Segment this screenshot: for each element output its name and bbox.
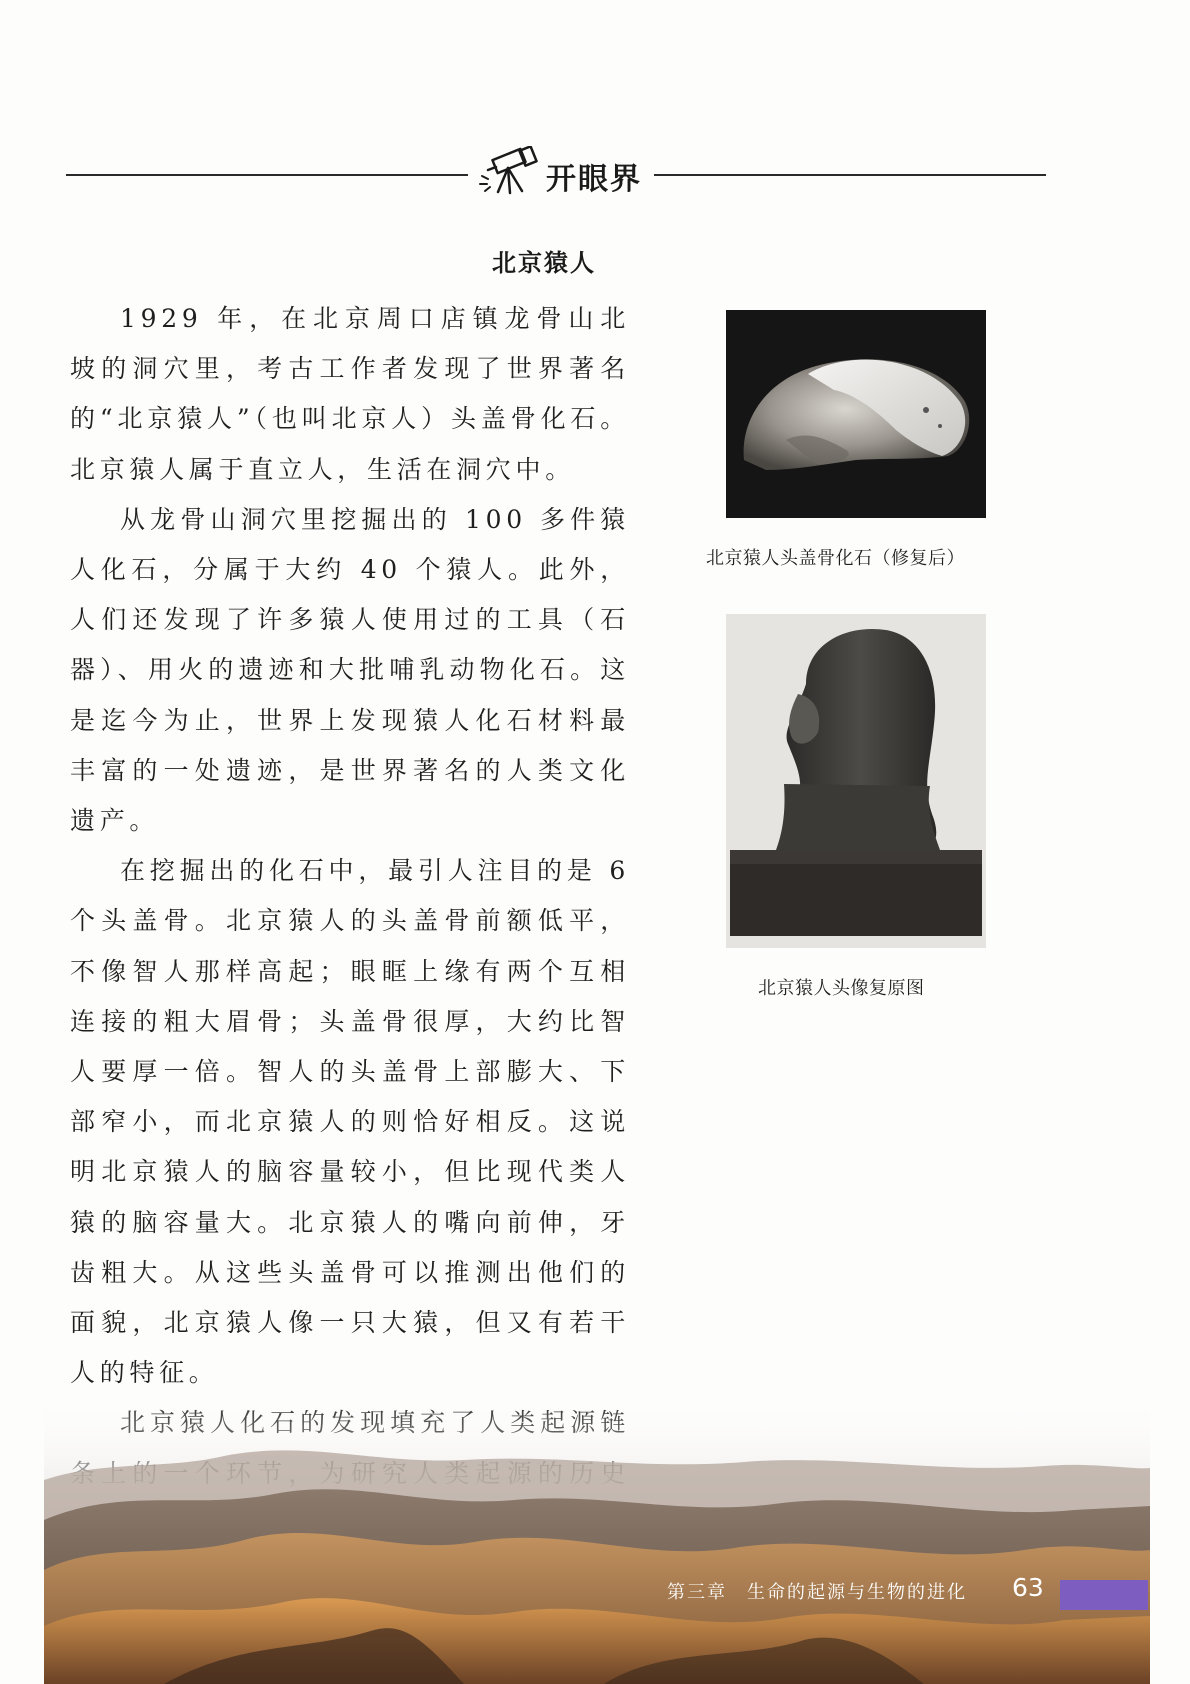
page-tab-marker <box>1060 1580 1148 1610</box>
header-rule-right <box>654 174 1046 176</box>
paragraph-1: 1929 年，在北京周口店镇龙骨山北坡的洞穴里，考古工作者发现了世界著名的“北京猿人”（也叫北京人）头盖骨化石。北京猿人属于直立人，生活在洞穴中。 <box>70 304 630 484</box>
paragraph-2: 从龙骨山洞穴里挖掘出的 100 多件猿人化石，分属于大约 40 个猿人。此外，人们还发现了许多猿人使用过的工具（石器）、用火的遗迹和大批哺乳动物化石。这是迄今为止，世界上发现猿人化石材料最丰富的一处遗迹，是世界著名的人类文化遗产。 <box>70 504 630 836</box>
figure-caption-skull: 北京猿人头盖骨化石（修复后） <box>706 548 965 569</box>
paragraph-3: 在挖掘出的化石中，最引人注目的是 6 个头盖骨。北京猿人的头盖骨前额低平，不像智人那样高起；眼眶上缘有两个互相连接的粗大眉骨；头盖骨很厚，大约比智人要厚一倍。智人的头盖骨上部膨大、下部窄小，而北京猿人的则恰好相反。这说明北京猿人的脑容量较小，但比现代类人猿的脑容量大。北京猿人的嘴向前伸，牙齿粗大。从这些头盖骨可以推测出他们的面貌，北京猿人像一只大猿，但又有若干人的特征。 <box>70 856 630 1388</box>
skull-fossil-photo <box>726 310 986 518</box>
section-title: 开眼界 <box>546 162 642 197</box>
mountain-landscape-image <box>44 1390 1150 1684</box>
head-reconstruction-photo <box>726 614 986 948</box>
figure-caption-head: 北京猿人头像复原图 <box>758 978 925 999</box>
telescope-icon <box>476 146 542 196</box>
article-title: 北京猿人 <box>492 249 596 277</box>
section-header <box>66 140 1046 200</box>
article-body <box>70 294 630 1549</box>
header-rule-left <box>66 174 468 176</box>
page-number: 63 <box>1012 1573 1044 1602</box>
footer-chapter-title: 第三章 生命的起源与生物的进化 <box>667 1582 967 1603</box>
